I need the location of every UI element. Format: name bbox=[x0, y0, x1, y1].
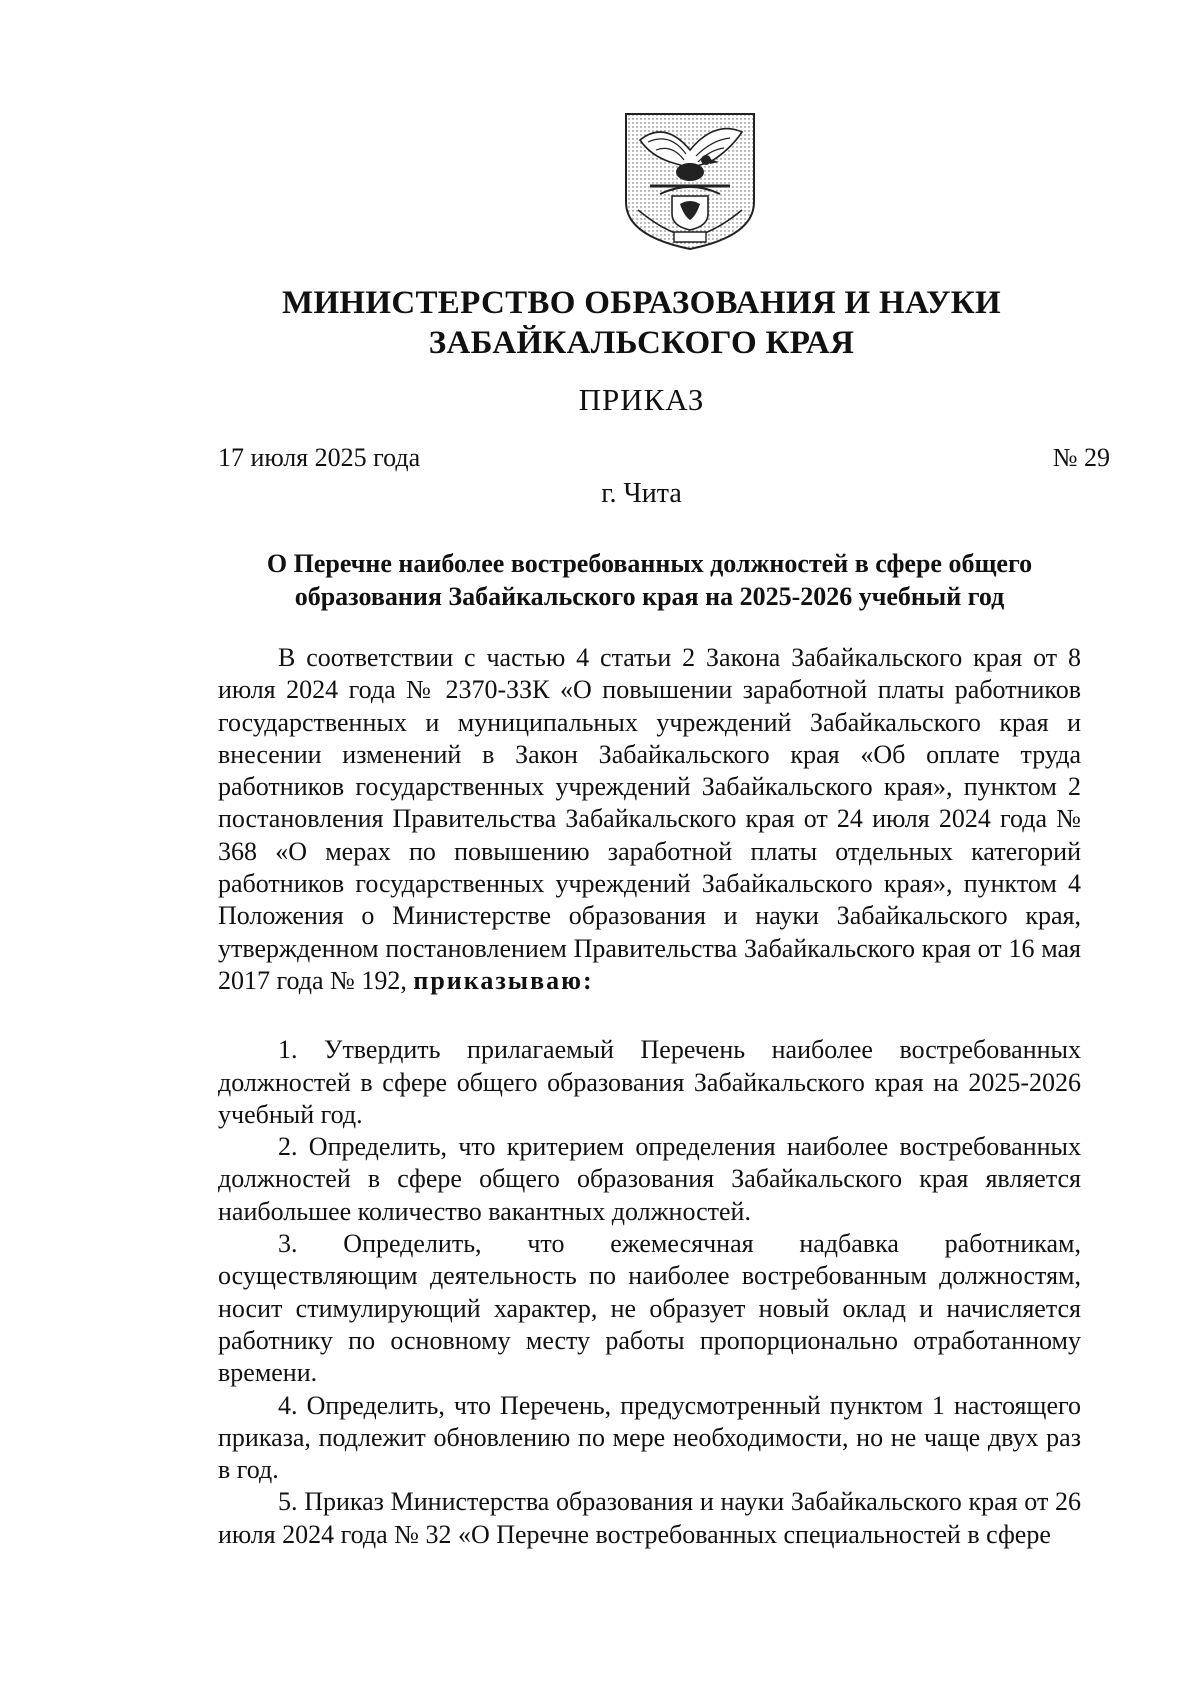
preamble-paragraph bbox=[218, 642, 1081, 997]
order-number: № 29 bbox=[1052, 443, 1110, 472]
order-city: г. Чита bbox=[601, 478, 682, 509]
order-item-4: 4. Определить, что Перечень, предусмотренный пунктом 1 настоящего приказа, подлежит обновлению по мере необходимости, но не чаще двух раз в год. bbox=[218, 1390, 1081, 1485]
order-item-5: 5. Приказ Министерства образования и науки Забайкальского края от 26 июля 2024 года № 32 «О Перечне востребованных специальностей в сфере bbox=[218, 1487, 1081, 1549]
order-item-2: 2. Определить, что критерием определения наиболее востребованных должностей в сфере общего образования Забайкальского края является наибольшее количество вакантных должностей. bbox=[218, 1132, 1081, 1226]
ministry-name-line1: МИНИСТЕРСТВО ОБРАЗОВАНИЯ И НАУКИ bbox=[282, 285, 1001, 321]
preamble-text: В соответствии с частью 4 статьи 2 Закона Забайкальского края от 8 июля 2024 года № 2370-ЗЗК «О повышении заработной платы работников государственных и муниципальных учреждений Забайкальского края и внесении изменений в Закон Забайкальского края «Об оплате труда работников государственных учреждений Забайкальского края», пунктом 2 постановления Правительства Забайкальского края от 24 июля 2024 года № 368 «О мерах по повышению заработной платы отдельных категорий работников государственных учреждений Забайкальского края», пунктом 4 Положения о Министерстве образования и науки Забайкальского края, утвержденном постановлением Правительства Забайкальского края от 16 мая 2017 года № 192, bbox=[218, 643, 1081, 995]
coat-of-arms-emblem bbox=[620, 110, 760, 252]
order-subject bbox=[218, 547, 1081, 613]
order-item-1: 1. Утвердить прилагаемый Перечень наиболее востребованных должностей в сфере общего образования Забайкальского края на 2025-2026 учебный год. bbox=[218, 1035, 1081, 1129]
ministry-name-line2: ЗАБАЙКАЛЬСКОГО КРАЯ bbox=[428, 325, 855, 361]
order-title: ПРИКАЗ bbox=[578, 382, 705, 417]
order-subject-line2: образования Забайкальского края на 2025-2026 учебный год bbox=[294, 582, 1005, 611]
order-item-3: 3. Определить, что ежемесячная надбавка работникам, осуществляющим деятельность по наиболее востребованным должностям, носит стимулирующий характер, не образует новый оклад и начисляется работнику по основному месту работы пропорционально отработанному времени. bbox=[218, 1229, 1081, 1388]
ministry-name bbox=[200, 283, 1083, 363]
order-subject-line1: О Перечне наиболее востребованных должностей в сфере общего bbox=[266, 549, 1033, 578]
order-date: 17 июля 2025 года bbox=[218, 443, 421, 472]
order-word: приказываю: bbox=[413, 965, 594, 995]
order-body bbox=[218, 642, 1081, 1551]
